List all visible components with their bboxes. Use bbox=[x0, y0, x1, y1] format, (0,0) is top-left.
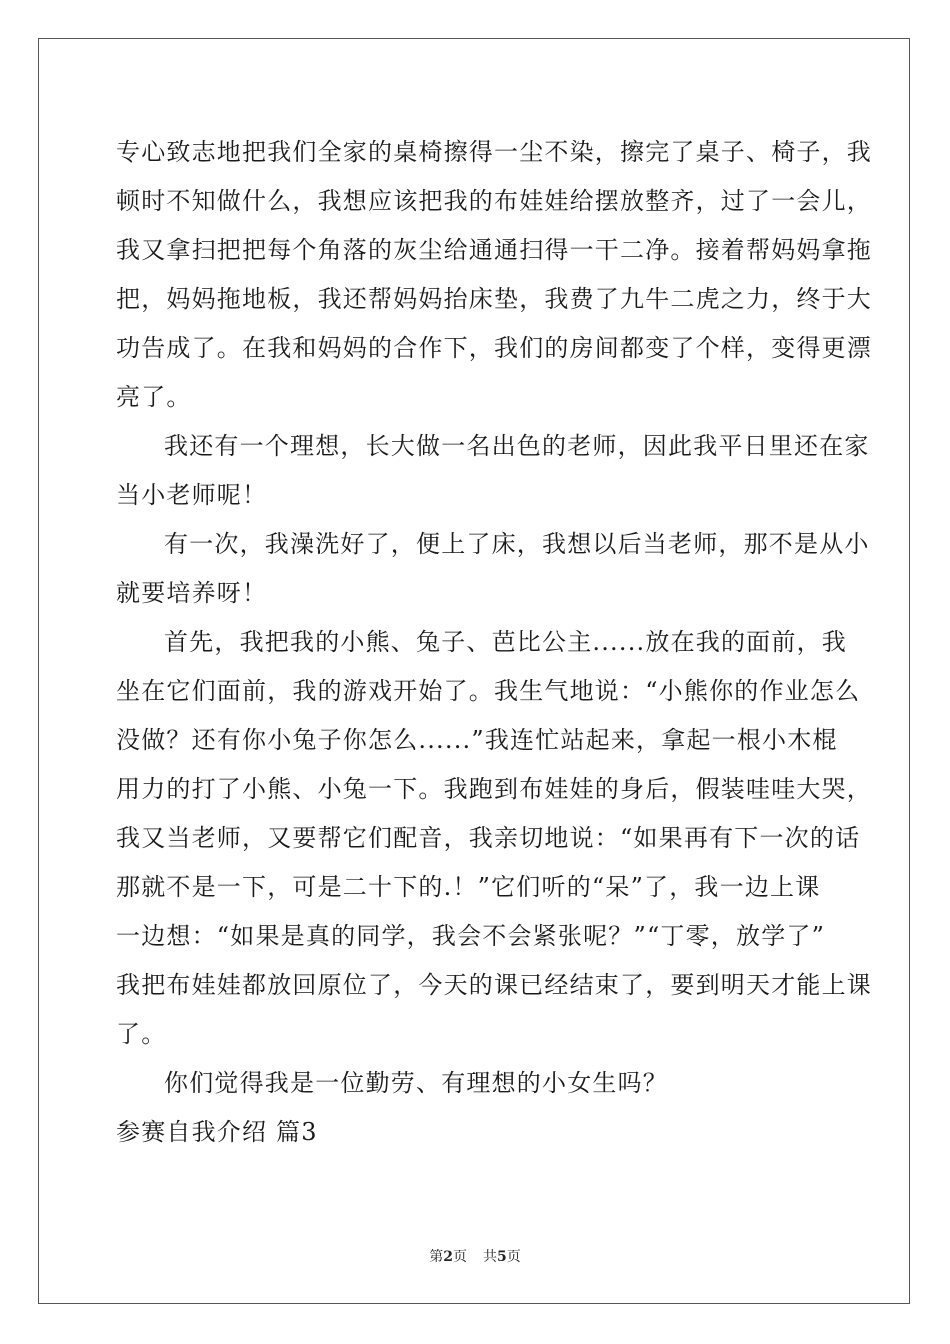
section-heading: 参赛自我介绍 篇3 bbox=[116, 1118, 318, 1146]
text-line: 了。 bbox=[116, 1020, 167, 1048]
text-line: 我又当老师，又要帮它们配音，我亲切地说：“如果再有下一次的话 bbox=[116, 824, 861, 852]
text-line: 那就不是一下，可是二十下的.！”它们听的“呆”了，我一边上课 bbox=[116, 873, 821, 901]
paragraph-first-line: 我还有一个理想，长大做一名出色的老师，因此我平日里还在家 bbox=[164, 432, 870, 460]
page-prefix: 第 bbox=[429, 1249, 444, 1265]
text-line: 顿时不知做什么，我想应该把我的布娃娃给摆放整齐，过了一会儿， bbox=[116, 187, 872, 215]
text-line: 一边想：“如果是真的同学，我会不会紧张呢？”“丁零，放学了” bbox=[116, 922, 826, 950]
text-line: 就要培养呀！ bbox=[116, 579, 268, 607]
page-number: 2 bbox=[443, 1249, 453, 1265]
paragraph-first-line: 你们觉得我是一位勤劳、有理想的小女生吗？ bbox=[164, 1069, 668, 1097]
total-prefix: 共 bbox=[483, 1249, 497, 1265]
page-suffix: 页 bbox=[453, 1249, 467, 1265]
text-line: 坐在它们面前，我的游戏开始了。我生气地说：“小熊你的作业怎么 bbox=[116, 677, 861, 705]
paragraph-first-line: 首先，我把我的小熊、兔子、芭比公主......放在我的面前，我 bbox=[164, 628, 847, 656]
text-line: 我又拿扫把把每个角落的灰尘给通通扫得一干二净。接着帮妈妈拿拖 bbox=[116, 236, 872, 264]
text-line: 用力的打了小熊、小兔一下。我跑到布娃娃的身后，假装哇哇大哭， bbox=[116, 775, 872, 803]
paragraph-first-line: 有一次，我澡洗好了，便上了床，我想以后当老师，那不是从小 bbox=[164, 530, 870, 558]
text-line: 当小老师呢！ bbox=[116, 481, 268, 509]
text-line: 专心致志地把我们全家的桌椅擦得一尘不染，擦完了桌子、椅子，我 bbox=[116, 138, 872, 166]
total-pages: 5 bbox=[497, 1249, 507, 1265]
text-line: 把，妈妈拖地板，我还帮妈妈抬床垫，我费了九牛二虎之力，终于大 bbox=[116, 285, 872, 313]
text-line: 我把布娃娃都放回原位了，今天的课已经结束了，要到明天才能上课 bbox=[116, 971, 872, 999]
text-line: 亮了。 bbox=[116, 383, 192, 411]
document-body bbox=[116, 128, 872, 1157]
text-line: 功告成了。在我和妈妈的合作下，我们的房间都变了个样，变得更漂 bbox=[116, 334, 872, 362]
total-suffix: 页 bbox=[506, 1249, 521, 1265]
page-footer bbox=[0, 1246, 950, 1266]
text-line: 没做？还有你小兔子你怎么......”我连忙站起来，拿起一根小木棍 bbox=[116, 726, 838, 754]
